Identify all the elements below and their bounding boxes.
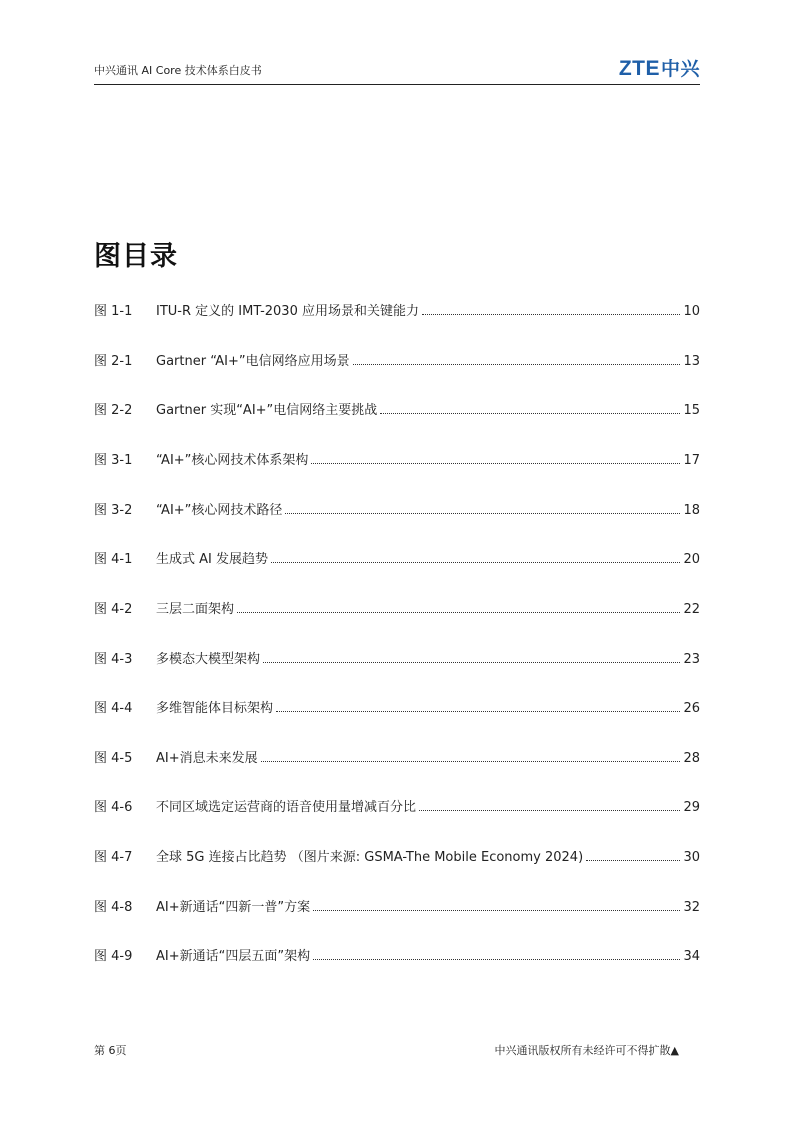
toc-entry-title: AI+新通话“四新一普”方案 <box>156 900 311 915</box>
toc-entry-title: 多模态大模型架构 <box>156 652 261 667</box>
toc-entry[interactable] <box>94 697 700 719</box>
toc-entry-number: 图 4-7 <box>94 850 133 865</box>
toc-entry-page: 22 <box>683 602 700 617</box>
toc-entry[interactable] <box>94 449 700 471</box>
toc-dot-leader <box>311 463 680 464</box>
toc-dot-leader <box>419 810 680 811</box>
toc-entry[interactable] <box>94 548 700 570</box>
toc-dot-leader <box>285 513 680 514</box>
toc-dot-leader <box>263 662 680 663</box>
toc-entry-title: 生成式 AI 发展趋势 <box>156 552 268 567</box>
toc-entry-title: AI+新通话“四层五面”架构 <box>156 949 311 964</box>
toc-entry-number: 图 2-1 <box>94 354 133 369</box>
toc-entry-page: 18 <box>683 503 700 518</box>
page-header <box>94 52 700 85</box>
toc-entry[interactable] <box>94 648 700 670</box>
toc-entry-page: 17 <box>683 453 700 468</box>
toc-entry[interactable] <box>94 350 700 372</box>
toc-entry-number: 图 2-2 <box>94 403 133 418</box>
toc-entry-page: 29 <box>683 800 700 815</box>
toc-entry-number: 图 4-3 <box>94 652 133 667</box>
toc-dot-leader <box>237 612 680 613</box>
logo-text: ZTE <box>618 57 660 80</box>
toc-entry-title: 不同区域选定运营商的语音使用量增减百分比 <box>156 800 417 815</box>
toc-entry[interactable] <box>94 300 700 322</box>
footer-page-number: 第 6页 <box>94 1044 127 1057</box>
toc-entry-title: Gartner 实现“AI+”电信网络主要挑战 <box>156 403 378 418</box>
toc-entry-page: 26 <box>683 701 700 716</box>
toc-dot-leader <box>380 413 680 414</box>
toc-dot-leader <box>276 711 680 712</box>
toc-dot-leader <box>422 314 680 315</box>
toc-entry[interactable] <box>94 747 700 769</box>
toc-entry-title: 多维智能体目标架构 <box>156 701 274 716</box>
page-title: 图目录 <box>94 241 178 272</box>
toc-entry[interactable] <box>94 399 700 421</box>
toc-entry[interactable] <box>94 896 700 918</box>
toc-entry-number: 图 4-9 <box>94 949 133 964</box>
toc-entry-number: 图 4-1 <box>94 552 133 567</box>
toc-entry-page: 32 <box>683 900 700 915</box>
toc-entry-page: 28 <box>683 751 700 766</box>
toc-entry-number: 图 3-2 <box>94 503 133 518</box>
logo-cn-text: 中兴 <box>660 58 700 80</box>
toc-entry-number: 图 4-4 <box>94 701 133 716</box>
toc-entry-number: 图 1-1 <box>94 304 133 319</box>
toc-entry-title: 三层二面架构 <box>156 602 235 617</box>
toc-dot-leader <box>313 959 680 960</box>
toc-entry-title: Gartner “AI+”电信网络应用场景 <box>156 354 350 369</box>
toc-entry-title: “AI+”核心网技术路径 <box>156 503 283 518</box>
toc-entry-number: 图 4-8 <box>94 900 133 915</box>
toc-entry-page: 10 <box>683 304 700 319</box>
toc-entry-page: 20 <box>683 552 700 567</box>
toc-dot-leader <box>313 910 680 911</box>
toc-dot-leader <box>271 562 680 563</box>
footer-copyright: 中兴通讯版权所有未经许可不得扩散▲ <box>494 1044 679 1057</box>
toc-entry[interactable] <box>94 846 700 868</box>
toc-dot-leader <box>353 364 680 365</box>
document-title: 中兴通讯 AI Core 技术体系白皮书 <box>94 64 262 77</box>
toc-entry-page: 15 <box>683 403 700 418</box>
toc-entry[interactable] <box>94 945 700 967</box>
toc-entry-page: 13 <box>683 354 700 369</box>
toc-entry-number: 图 4-6 <box>94 800 133 815</box>
toc-entry-title: “AI+”核心网技术体系架构 <box>156 453 309 468</box>
toc-dot-leader <box>586 860 680 861</box>
toc-entry-number: 图 3-1 <box>94 453 133 468</box>
toc-entry-number: 图 4-5 <box>94 751 133 766</box>
toc-entry-page: 23 <box>683 652 700 667</box>
toc-entry[interactable] <box>94 499 700 521</box>
toc-dot-leader <box>261 761 680 762</box>
toc-entry-page: 34 <box>683 949 700 964</box>
toc-entry-title: AI+消息未来发展 <box>156 751 258 766</box>
toc-entry-number: 图 4-2 <box>94 602 133 617</box>
toc-entry-title: ITU-R 定义的 IMT-2030 应用场景和关键能力 <box>156 304 419 319</box>
toc-entry-title: 全球 5G 连接占比趋势 （图片来源: GSMA-The Mobile Economy 2024) <box>156 850 584 865</box>
toc-entry[interactable] <box>94 796 700 818</box>
toc-entry-page: 30 <box>683 850 700 865</box>
toc-entry[interactable] <box>94 598 700 620</box>
zte-logo <box>619 54 700 81</box>
